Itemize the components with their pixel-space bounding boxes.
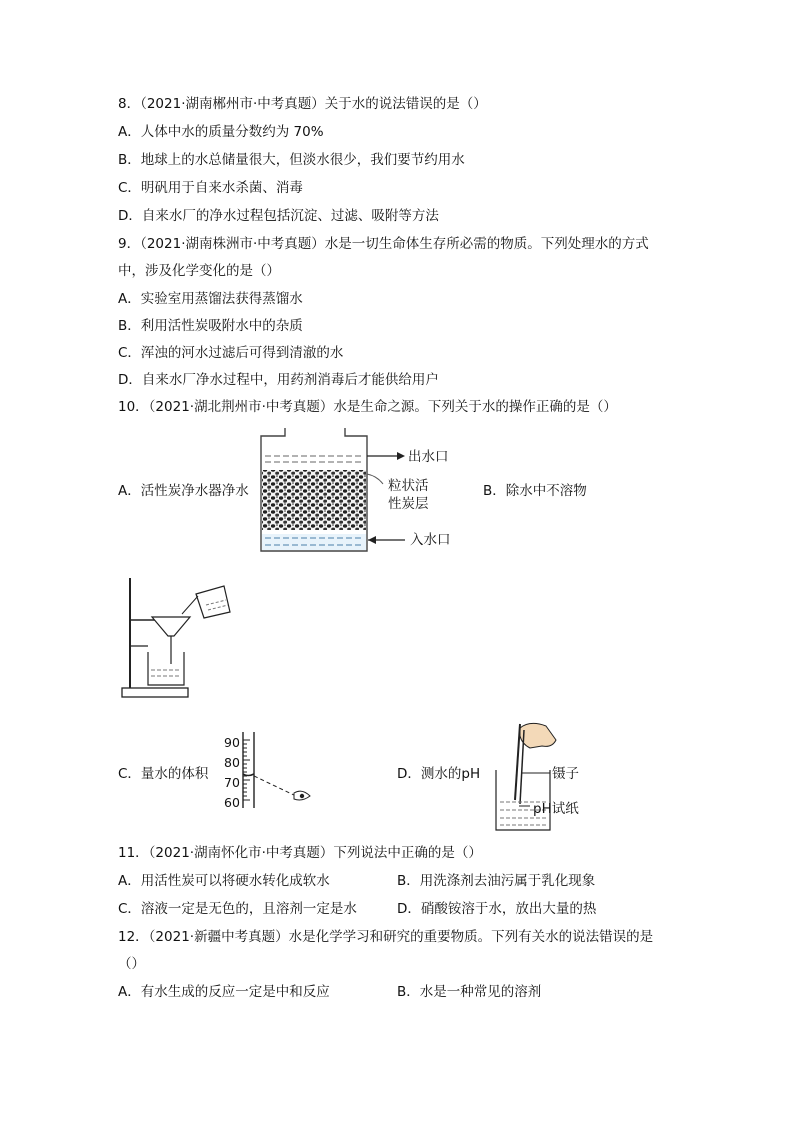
q9-option-d[interactable]: D．自来水厂净水过程中，用药剂消毒后才能供给用户 — [118, 372, 439, 388]
q9-stem-line1: 9．（2021·湖南株洲市·中考真题）水是一切生命体生存所必需的物质。下列处理水的方式 — [118, 236, 649, 252]
scale-90: 90 — [224, 735, 240, 750]
q10-option-c[interactable]: C．量水的体积 — [118, 766, 209, 782]
carbon-label-line2: 性炭层 — [388, 496, 429, 512]
inlet-label: 入水口 — [410, 532, 451, 548]
carbon-layer — [262, 470, 366, 530]
outlet-label: 出水口 — [408, 449, 449, 465]
funnel-icon — [152, 617, 190, 636]
scale-80: 80 — [224, 755, 240, 770]
outlet-arrow-icon — [397, 452, 405, 460]
q8-option-d[interactable]: D．自来水厂的净水过程包括沉淀、过滤、吸附等方法 — [118, 208, 439, 224]
scale-70: 70 — [224, 775, 240, 790]
q12-stem-line1: 12．（2021·新疆中考真题）水是化学学习和研究的重要物质。下列有关水的说法错误的是 — [118, 929, 654, 945]
q12-option-a[interactable]: A．有水生成的反应一定是中和反应 — [118, 984, 330, 1000]
filtration-figure — [118, 572, 238, 700]
q11-stem: 11．（2021·湖南怀化市·中考真题）下列说法中正确的是（） — [118, 845, 482, 861]
carbon-label-line1: 粒状活 — [388, 478, 429, 494]
q8-option-c[interactable]: C．明矾用于自来水杀菌、消毒 — [118, 180, 303, 196]
scale-60: 60 — [224, 795, 240, 810]
q11-option-a[interactable]: A．用活性炭可以将硬水转化成软水 — [118, 873, 330, 889]
q10-option-a[interactable]: A．活性炭净水器净水 — [118, 483, 249, 499]
hand-icon — [520, 723, 556, 748]
q12-stem-line2: （） — [118, 956, 145, 972]
q12-option-b[interactable]: B．水是一种常见的溶剂 — [397, 984, 542, 1000]
q11-option-d[interactable]: D．硝酸铵溶于水，放出大量的热 — [397, 901, 597, 917]
beaker-icon — [148, 652, 184, 685]
pouring-beaker-icon — [196, 586, 230, 618]
q10-stem: 10．（2021·湖北荆州市·中考真题）水是生命之源。下列关于水的操作正确的是（） — [118, 399, 617, 415]
q9-option-c[interactable]: C．浑浊的河水过滤后可得到清澈的水 — [118, 345, 344, 361]
q8-option-a[interactable]: A．人体中水的质量分数约为 70% — [118, 124, 324, 140]
q9-option-b[interactable]: B．利用活性炭吸附水中的杂质 — [118, 318, 303, 334]
q11-option-c[interactable]: C．溶液一定是无色的，且溶剂一定是水 — [118, 901, 357, 917]
ph-paper-label: pH试纸 — [533, 801, 579, 817]
q9-option-a[interactable]: A．实验室用蒸馏法获得蒸馏水 — [118, 291, 303, 307]
q8-stem: 8．（2021·湖南郴州市·中考真题）关于水的说法错误的是（） — [118, 96, 487, 112]
q11-option-b[interactable]: B．用洗涤剂去油污属于乳化现象 — [397, 873, 596, 889]
q8-option-b[interactable]: B．地球上的水总储量很大，但淡水很少，我们要节约用水 — [118, 152, 465, 168]
tweezers-label: 镊子 — [552, 766, 579, 782]
q9-stem-line2: 中，涉及化学变化的是（） — [118, 263, 280, 279]
inlet-arrow-icon — [368, 536, 376, 544]
q10-option-d[interactable]: D．测水的pH — [397, 766, 481, 782]
q10-option-b[interactable]: B．除水中不溶物 — [483, 483, 587, 499]
